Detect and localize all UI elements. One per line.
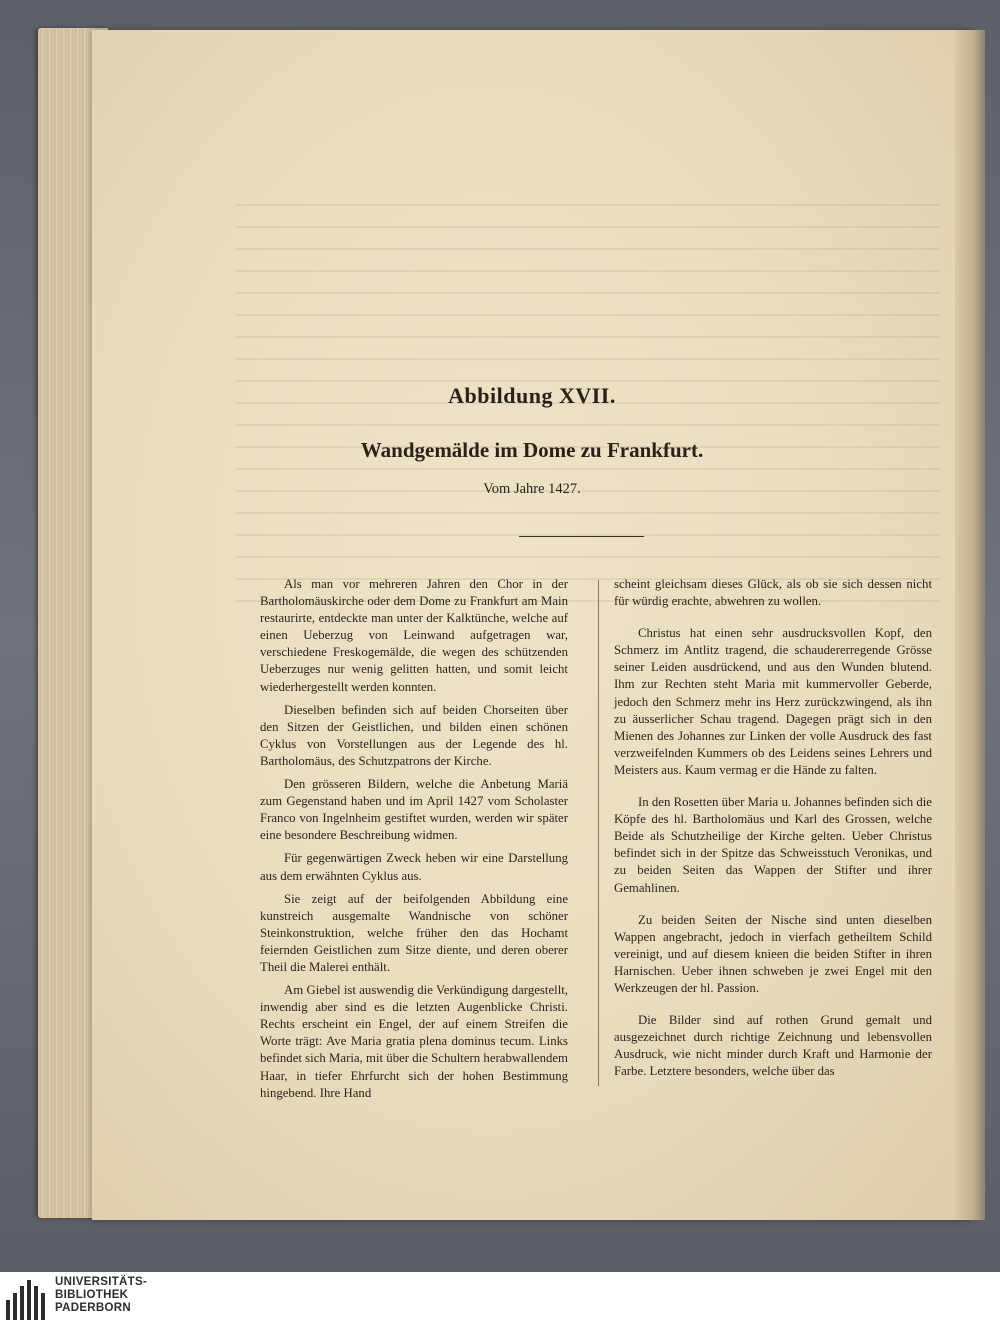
library-logo-icon [4, 1276, 50, 1322]
library-name-line: UNIVERSITÄTS- [55, 1276, 148, 1288]
left-column [260, 576, 568, 1108]
paragraph: Christus hat einen sehr ausdrucksvollen Kopf, den Schmerz im Antlitz tragend, die schaudererregende Grösse seiner Leiden ausdrückend, und aus den Wunden blutend. Ihm zur Rechten steht Maria mit kummervoller Geberde, jedoch den Schmerz mehr ins Herz zurückzwingend, als ihn zu äusserlicher Schau tragend. Dagegen prägt sich in den Mienen des Johannes zur Linken der volle Ausdruck des fast verzweifelnden Kummers ob des Leidens seines Lehrers und Meisters aus. Kaum vermag er die Hände zu falten. [614, 626, 932, 777]
paragraph: scheint gleichsam dieses Glück, als ob sie sich dessen nicht für würdig erachte, abwehren zu wollen. [614, 577, 932, 609]
paragraph: Für gegenwärtigen Zweck heben wir eine Darstellung aus dem erwähnten Cyklus aus. [260, 851, 568, 883]
title-rule [519, 536, 644, 537]
right-column [614, 576, 932, 1095]
column-divider [598, 580, 599, 1086]
library-name [55, 1276, 147, 1315]
article-title: Wandgemälde im Dome zu Frankfurt. [360, 438, 704, 462]
paragraph: Als man vor mehreren Jahren den Chor in der Bartholomäuskirche oder dem Dome zu Frankfurt am Main restaurirte, entdeckte man unter der Kalktünche, welche auf einen Ueberzug von Leinwand aufgetragen war, verschiedene Freskogemälde, die wegen des schützenden Ueberzuges nur wenig gelitten hatten, und somit leicht wiederhergestellt werden konnten. [260, 577, 568, 694]
article-date: Vom Jahre 1427. [483, 481, 581, 497]
library-footer [0, 1272, 1000, 1325]
paragraph: Am Giebel ist auswendig die Verkündigung dargestellt, inwendig aber sind es die letzten Augenblicke Christi. Rechts erscheint ein Engel, der auf einem Streifen die Worte trägt: Ave Maria gratia plena dominus tecum. Links befindet sich Maria, mit über die Schultern herabwallendem Haar, in tiefer Ehrfurcht sich der hohen Bestimmung hingebend. Ihre Hand [260, 983, 568, 1100]
library-name-line: BIBLIOTHEK [55, 1289, 129, 1301]
paragraph: Den grösseren Bildern, welche die Anbetung Mariä zum Gegenstand haben und im April 1427 vom Scholaster Franco von Ingelnheim gestiftet wurden, werden wir später eine besondere Beschreibung widmen. [260, 777, 568, 843]
figure-title: Abbildung XVII. [448, 383, 616, 408]
paragraph: Dieselben befinden sich auf beiden Chorseiten über den Sitzen der Geistlichen, und bilden einen schönen Cyklus von Vorstellungen aus der Legende des hl. Bartholomäus, des Schutzpatrons der Kirche. [260, 702, 568, 768]
paragraph: Zu beiden Seiten der Nische sind unten dieselben Wappen angebracht, jedoch in vierfach getheiltem Schild vereinigt, und auf diesem knieen die beiden Stifter in ihren Harnischen. Ueber ihnen schweben je zwei Engel mit den Werkzeugen der hl. Passion. [614, 912, 932, 995]
page-gutter [955, 30, 985, 1220]
paragraph: Sie zeigt auf der beifolgenden Abbildung eine kunstreich ausgemalte Wandnische von schöner Steinkonstruktion, welche früher den das Hochamt feiernden Geistlichen zum Sitze diente, und deren oberer Theil die Malerei enthält. [260, 891, 568, 974]
library-name-line: PADERBORN [55, 1302, 131, 1314]
paragraph: Die Bilder sind auf rothen Grund gemalt und ausgezeichnet durch richtige Zeichnung und lebensvollen Ausdruck, wie nicht minder durch Kraft und Harmonie der Farbe. Letztere besonders, welche über das [614, 1013, 932, 1079]
paragraph: In den Rosetten über Maria u. Johannes befinden sich die Köpfe des hl. Bartholomäus und Karl des Grossen, welche Beide als Schutzheilige der Kirche gelten. Ueber Christus befindet sich in der Spitze das Schweisstuch Veronikas, und zu beiden Seiten das Wappen der Stifter und ihrer Gemahlinen. [614, 795, 932, 895]
